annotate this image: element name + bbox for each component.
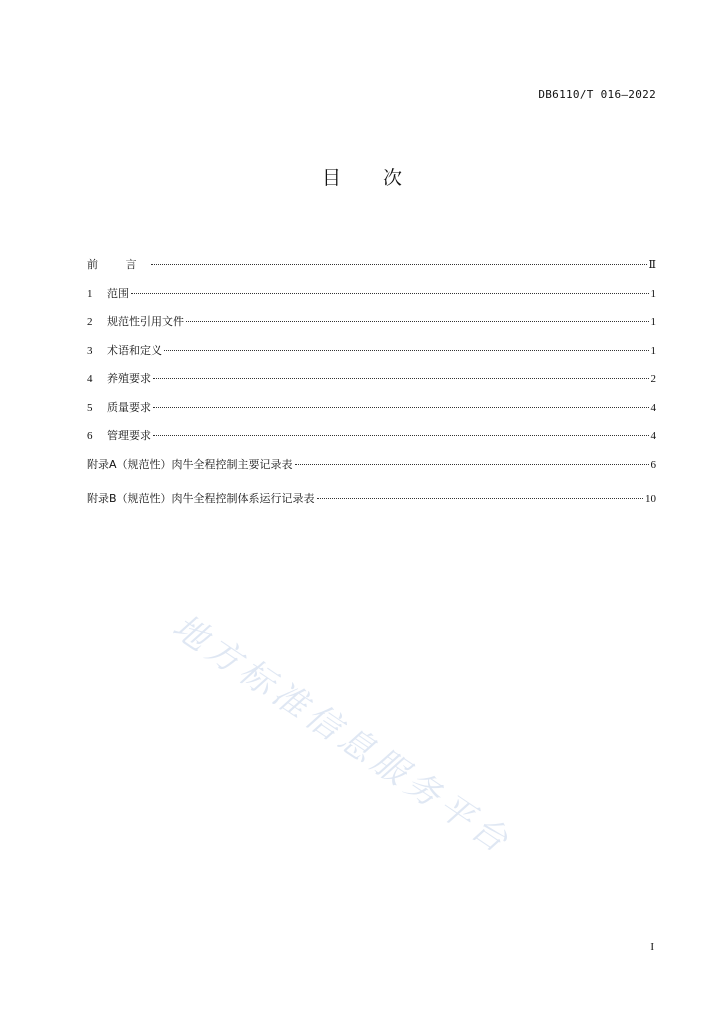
toc-leader-dots: [186, 321, 649, 322]
toc-entry-page: 2: [650, 373, 656, 385]
toc-entry-number: 4: [87, 373, 93, 385]
toc-entry-label: 范围: [107, 286, 129, 300]
toc-entry-page: 1: [650, 316, 656, 328]
toc-leader-dots: [153, 378, 649, 379]
toc-entry-number: 1: [87, 287, 93, 300]
toc-entry-page: 6: [650, 458, 656, 471]
toc-entry-number: 2: [87, 316, 93, 328]
toc-leader-dots: [151, 264, 647, 265]
toc-leader-dots: [317, 498, 643, 499]
toc-entry-number: 6: [87, 430, 93, 442]
toc-entry-page: 4: [650, 430, 656, 442]
toc-entry-label: 规范性引用文件: [107, 315, 184, 328]
toc-entry-appendix-a[interactable]: [87, 457, 656, 486]
toc-leader-dots: [131, 293, 649, 294]
toc-entry-label: 前 言: [87, 258, 149, 271]
toc-entry-label: 术语和定义: [107, 343, 162, 357]
table-of-contents: [87, 257, 656, 520]
document-code: DB6110/T 016—2022: [538, 88, 656, 101]
toc-entry-terms-definitions[interactable]: [87, 343, 656, 372]
toc-entry-breeding-requirements[interactable]: [87, 371, 656, 400]
toc-leader-dots: [153, 435, 649, 436]
toc-entry-appendix-b[interactable]: [87, 491, 656, 520]
toc-entry-page: 1: [650, 344, 656, 357]
toc-entry-normative-references[interactable]: [87, 314, 656, 343]
toc-entry-label: 管理要求: [107, 429, 151, 442]
toc-entry-page: 10: [645, 493, 656, 505]
toc-entry-foreword[interactable]: [87, 257, 656, 286]
toc-leader-dots: [153, 407, 649, 408]
toc-entry-label: 养殖要求: [107, 372, 151, 385]
toc-entry-label: 质量要求: [107, 400, 151, 414]
toc-entry-label: 附录B（规范性）肉牛全程控制体系运行记录表: [87, 492, 315, 505]
toc-entry-management-requirements[interactable]: [87, 428, 656, 457]
toc-entry-page: 4: [650, 401, 656, 414]
toc-entry-label: 附录A（规范性）肉牛全程控制主要记录表: [87, 457, 293, 471]
watermark-text: 地方标准信息服务平台: [165, 606, 520, 864]
toc-leader-dots: [295, 464, 649, 465]
toc-entry-scope[interactable]: [87, 286, 656, 315]
toc-entry-quality-requirements[interactable]: [87, 400, 656, 429]
page-number: I: [650, 941, 654, 953]
toc-title: 目 次: [321, 167, 421, 189]
toc-entry-page: 1: [650, 287, 656, 300]
toc-entry-page: Ⅱ: [648, 259, 656, 271]
toc-entry-number: 3: [87, 344, 93, 357]
toc-leader-dots: [164, 350, 649, 351]
toc-entry-number: 5: [87, 401, 93, 414]
